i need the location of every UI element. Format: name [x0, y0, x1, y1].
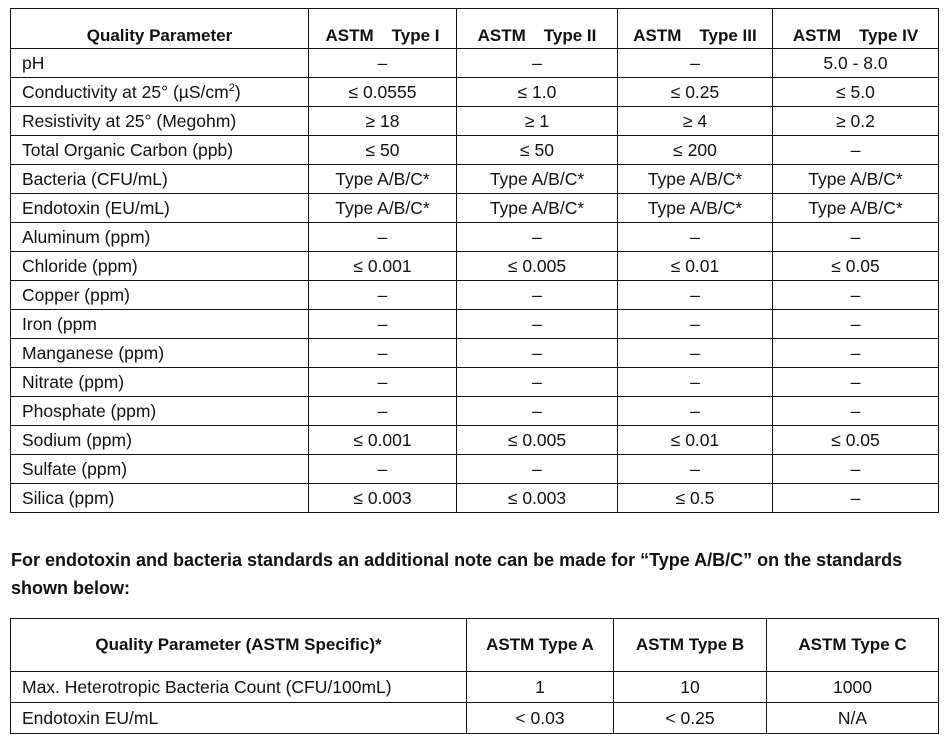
type-iv-cell: – — [773, 484, 939, 513]
param-cell: Aluminum (ppm) — [11, 223, 309, 252]
type-ii-cell: – — [457, 223, 618, 252]
type-iv-cell: ≥ 0.2 — [773, 107, 939, 136]
type-ii-cell: Type A/B/C* — [457, 194, 618, 223]
type-b-cell: < 0.25 — [614, 703, 767, 734]
table-row-bacteria-count — [11, 672, 939, 703]
type-i-cell: – — [309, 339, 457, 368]
type-i-cell: – — [309, 49, 457, 78]
type-i-cell: – — [309, 368, 457, 397]
table-row-silica — [11, 484, 939, 513]
type-iii-cell: ≥ 4 — [618, 107, 773, 136]
table-row-aluminum — [11, 223, 939, 252]
param-text: Conductivity at 25° (µS/cm — [22, 81, 229, 102]
type-iii-cell: – — [618, 339, 773, 368]
type-iv-cell: – — [773, 368, 939, 397]
header-type-b: ASTM Type B — [614, 619, 767, 672]
type-ii-cell: – — [457, 281, 618, 310]
header-type: Type IV — [858, 26, 919, 45]
table-row-sodium — [11, 426, 939, 455]
param-cell: Chloride (ppm) — [11, 252, 309, 281]
param-cell: Sulfate (ppm) — [11, 455, 309, 484]
type-i-cell: ≤ 0.003 — [309, 484, 457, 513]
type-i-cell: ≤ 0.001 — [309, 252, 457, 281]
table-row-copper — [11, 281, 939, 310]
param-cell: Copper (ppm) — [11, 281, 309, 310]
table-header-row — [11, 9, 939, 49]
type-iv-cell: – — [773, 223, 939, 252]
type-a-cell: < 0.03 — [467, 703, 614, 734]
table-row-sulfate — [11, 455, 939, 484]
type-iv-cell: – — [773, 397, 939, 426]
type-iv-cell: ≤ 5.0 — [773, 78, 939, 107]
type-iii-cell: – — [618, 397, 773, 426]
header-type-iv — [773, 9, 939, 49]
type-b-cell: 10 — [614, 672, 767, 703]
type-iii-cell: – — [618, 223, 773, 252]
type-iii-cell: ≤ 0.5 — [618, 484, 773, 513]
param-cell: Endotoxin (EU/mL) — [11, 194, 309, 223]
type-iii-cell: – — [618, 281, 773, 310]
type-ii-cell: – — [457, 339, 618, 368]
type-ii-cell: ≤ 1.0 — [457, 78, 618, 107]
type-i-cell: – — [309, 310, 457, 339]
param-cell: pH — [11, 49, 309, 78]
superscript: 2 — [228, 81, 235, 94]
type-c-cell: N/A — [767, 703, 939, 734]
type-iv-cell: – — [773, 455, 939, 484]
type-ii-cell: – — [457, 455, 618, 484]
type-iii-cell: – — [618, 310, 773, 339]
type-i-cell: – — [309, 223, 457, 252]
header-type-i — [309, 9, 457, 49]
header-type-c: ASTM Type C — [767, 619, 939, 672]
param-tail: ) — [234, 81, 241, 102]
param-cell: Resistivity at 25° (Megohm) — [11, 107, 309, 136]
header-astm: ASTM — [633, 26, 682, 45]
param-cell: Silica (ppm) — [11, 484, 309, 513]
type-ii-cell: ≤ 0.005 — [457, 252, 618, 281]
endotoxin-bacteria-note: For endotoxin and bacteria standards an additional note can be made for “Type A/B/C” on the standards shown below: — [11, 550, 903, 598]
astm-water-quality-table — [10, 8, 939, 513]
table-row-nitrate — [11, 368, 939, 397]
type-i-cell: – — [309, 455, 457, 484]
table-row-chloride — [11, 252, 939, 281]
type-ii-cell: ≤ 0.003 — [457, 484, 618, 513]
param-cell: Endotoxin EU/mL — [11, 703, 467, 734]
table-row-endotoxin — [11, 703, 939, 734]
type-iii-cell: ≤ 0.25 — [618, 78, 773, 107]
header-type-iii — [618, 9, 773, 49]
param-cell — [11, 78, 309, 107]
type-iii-cell: – — [618, 455, 773, 484]
param-cell: Bacteria (CFU/mL) — [11, 165, 309, 194]
type-ii-cell: – — [457, 368, 618, 397]
type-ii-cell: – — [457, 397, 618, 426]
table-row-iron — [11, 310, 939, 339]
header-quality-parameter-astm-specific: Quality Parameter (ASTM Specific)* — [11, 619, 467, 672]
table-row-ph — [11, 49, 939, 78]
type-iv-cell: – — [773, 339, 939, 368]
type-i-cell: ≤ 0.001 — [309, 426, 457, 455]
type-i-cell: Type A/B/C* — [309, 165, 457, 194]
type-iv-cell: 5.0 - 8.0 — [773, 49, 939, 78]
type-c-cell: 1000 — [767, 672, 939, 703]
table-row-conductivity — [11, 78, 939, 107]
type-i-cell: Type A/B/C* — [309, 194, 457, 223]
type-iv-cell: – — [773, 310, 939, 339]
type-ii-cell: – — [457, 310, 618, 339]
param-cell: Sodium (ppm) — [11, 426, 309, 455]
type-iv-cell: Type A/B/C* — [773, 194, 939, 223]
table-row-manganese — [11, 339, 939, 368]
param-cell: Nitrate (ppm) — [11, 368, 309, 397]
header-type-ii — [457, 9, 618, 49]
type-iii-cell: ≤ 0.01 — [618, 426, 773, 455]
table-row-resistivity — [11, 107, 939, 136]
header-astm: ASTM — [477, 26, 526, 45]
type-iii-cell: – — [618, 368, 773, 397]
type-ii-cell: Type A/B/C* — [457, 165, 618, 194]
type-ii-cell: ≤ 0.005 — [457, 426, 618, 455]
param-cell: Manganese (ppm) — [11, 339, 309, 368]
type-ii-cell: – — [457, 49, 618, 78]
type-iv-cell: – — [773, 136, 939, 165]
type-ii-cell: ≥ 1 — [457, 107, 618, 136]
table-row-endotoxin — [11, 194, 939, 223]
type-i-cell: ≤ 50 — [309, 136, 457, 165]
type-iv-cell: ≤ 0.05 — [773, 426, 939, 455]
table-header-row — [11, 619, 939, 672]
type-ii-cell: ≤ 50 — [457, 136, 618, 165]
astm-type-abc-table — [10, 618, 939, 734]
table-row-phosphate — [11, 397, 939, 426]
param-cell: Phosphate (ppm) — [11, 397, 309, 426]
type-i-cell: ≤ 0.0555 — [309, 78, 457, 107]
header-astm: ASTM — [325, 26, 374, 45]
header-label: Quality Parameter — [86, 26, 233, 45]
header-astm: ASTM — [792, 26, 841, 45]
header-type-a: ASTM Type A — [467, 619, 614, 672]
type-a-cell: 1 — [467, 672, 614, 703]
type-iii-cell: ≤ 200 — [618, 136, 773, 165]
header-type: Type I — [391, 26, 440, 45]
type-iv-cell: Type A/B/C* — [773, 165, 939, 194]
table-row-toc — [11, 136, 939, 165]
param-cell: Iron (ppm — [11, 310, 309, 339]
type-i-cell: – — [309, 397, 457, 426]
header-type: Type III — [699, 26, 757, 45]
param-cell: Total Organic Carbon (ppb) — [11, 136, 309, 165]
type-iii-cell: ≤ 0.01 — [618, 252, 773, 281]
type-iii-cell: – — [618, 49, 773, 78]
type-i-cell: ≥ 18 — [309, 107, 457, 136]
type-iii-cell: Type A/B/C* — [618, 165, 773, 194]
type-iv-cell: ≤ 0.05 — [773, 252, 939, 281]
type-i-cell: – — [309, 281, 457, 310]
param-cell: Max. Heterotropic Bacteria Count (CFU/100mL) — [11, 672, 467, 703]
table-row-bacteria — [11, 165, 939, 194]
type-iii-cell: Type A/B/C* — [618, 194, 773, 223]
type-iv-cell: – — [773, 281, 939, 310]
header-type: Type II — [543, 26, 597, 45]
header-quality-parameter — [11, 9, 309, 49]
